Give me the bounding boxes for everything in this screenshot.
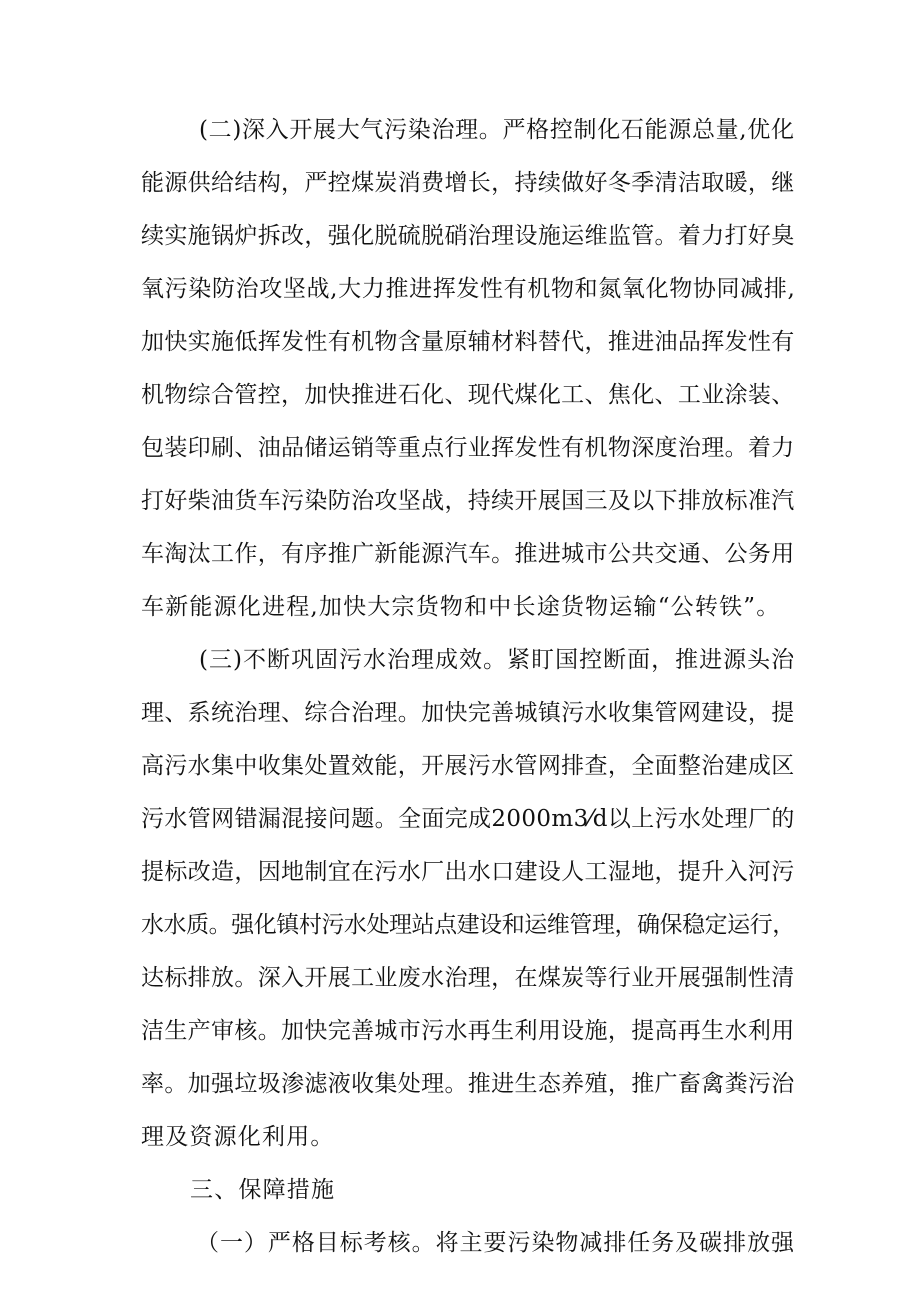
text-line: （一）严格目标考核。将主要污染物减排任务及碳排放强: [196, 1230, 795, 1256]
text-line: 达标排放。深入开展工业废水治理，在煤炭等行业开展强制性清: [141, 965, 795, 991]
text-line: 能源供给结构，严控煤炭消费增长，持续做好冬季清洁取暖，继: [141, 170, 795, 196]
text-line: 率。加强垃圾渗滤液收集处理。推进生态养殖，推广畜禽粪污治: [141, 1071, 795, 1097]
text-line: 洁生产审核。加快完善城市污水再生利用设施，提高再生水利用: [141, 1018, 795, 1044]
text-line: (三)不断巩固污水治理成效。紧盯国控断面，推进源头治: [199, 647, 796, 673]
text-line: 打好柴油货车污染防治攻坚战，持续开展国三及以下排放标准汽: [141, 488, 795, 514]
text-line: 提标改造，因地制宜在污水厂出水口建设人工湿地，提升入河污: [141, 859, 795, 885]
section-heading: 三、保障措施: [190, 1177, 336, 1203]
text-line: 高污水集中收集处置效能，开展污水管网排查，全面整治建成区: [141, 753, 795, 779]
text-line: 污水管网错漏混接问题。全面完成2000m3⁄d以上污水处理厂的: [141, 806, 795, 832]
text-line: 氧污染防治攻坚战,大力推进挥发性有机物和氮氧化物协同减排,: [141, 276, 796, 302]
text-line: 加快实施低挥发性有机物含量原辅材料替代，推进油品挥发性有: [141, 329, 795, 355]
text-line: 车淘汰工作，有序推广新能源汽车。推进城市公共交通、公务用: [141, 541, 795, 567]
text-line: 理及资源化利用。: [141, 1124, 335, 1150]
text-line: 续实施锅炉拆改，强化脱硫脱硝治理设施运维监管。着力打好臭: [141, 223, 795, 249]
text-line: 水水质。强化镇村污水处理站点建设和运维管理，确保稳定运行，: [141, 912, 795, 938]
text-line: 机物综合管控，加快推进石化、现代煤化工、焦化、工业涂装、: [141, 382, 795, 408]
text-line: (二)深入开展大气污染治理。严格控制化石能源总量,优化: [199, 117, 795, 143]
text-line: 理、系统治理、综合治理。加快完善城镇污水收集管网建设，提: [141, 700, 795, 726]
text-line: 包装印刷、油品储运销等重点行业挥发性有机物深度治理。着力: [141, 435, 795, 461]
text-line: 车新能源化进程,加快大宗货物和中长途货物运输“公转铁”。: [141, 594, 781, 620]
